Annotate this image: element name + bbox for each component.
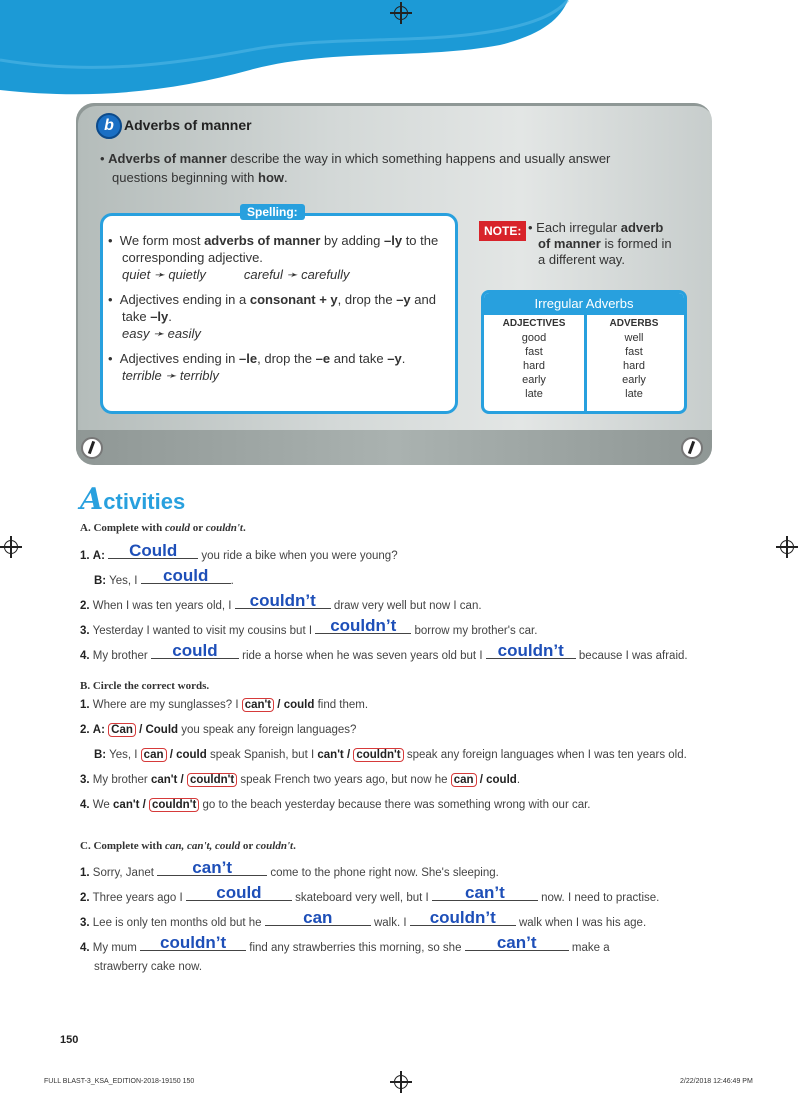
answer-blank[interactable]: couldn’t xyxy=(140,936,246,951)
intro-paragraph: • Adverbs of manner describe the way in which something happens and usually answer questions beginning with how. xyxy=(100,151,611,185)
note-text: • Each irregular adverb of manner is formed in a different way. xyxy=(528,220,672,267)
date-info: 2/22/2018 12:46:49 PM xyxy=(680,1078,753,1085)
c-q2: 2. Three years ago I could skateboard very well, but I can’t now. I need to practise. xyxy=(80,883,660,904)
adverbs-column: ADVERBS well fast hard early late xyxy=(609,318,659,400)
circled-word[interactable]: can xyxy=(451,773,477,787)
section-b-heading: B. Circle the correct words. xyxy=(80,680,210,692)
spelling-rule-2: • Adjectives ending in a consonant + y, drop the –y and take –ly. easy ➛ easily xyxy=(108,292,436,341)
irregular-adverbs-title: Irregular Adverbs xyxy=(484,293,684,315)
activities-title: Activities xyxy=(80,482,186,517)
a-q1b: B: Yes, I could . xyxy=(94,566,234,587)
section-title: Adverbs of manner xyxy=(124,117,252,133)
circled-word[interactable]: couldn't xyxy=(353,748,403,762)
answer-blank[interactable]: could xyxy=(141,569,231,584)
spelling-label: Spelling: xyxy=(240,204,305,220)
irregular-adverbs-table xyxy=(481,290,687,414)
circled-word[interactable]: can xyxy=(141,748,167,762)
pin-icon xyxy=(81,437,103,459)
c-q4: 4. My mum couldn’t find any strawberries this morning, so she can’t make a xyxy=(80,933,610,954)
section-c-heading: C. Complete with can, can't, could or couldn't. xyxy=(80,840,296,852)
a-q3: 3. Yesterday I wanted to visit my cousins but I couldn’t borrow my brother's car. xyxy=(80,616,538,637)
circled-word[interactable]: couldn't xyxy=(187,773,237,787)
b-q1: 1. Where are my sunglasses? I can't / could find them. xyxy=(80,699,369,711)
answer-blank[interactable]: can’t xyxy=(432,886,538,901)
answer-blank[interactable]: can’t xyxy=(465,936,569,951)
answer-blank[interactable]: can xyxy=(265,911,371,926)
c-q3: 3. Lee is only ten months old but he can walk. I couldn’t walk when I was his age. xyxy=(80,908,647,929)
a-q1: 1. A: Could you ride a bike when you were young? xyxy=(80,541,398,562)
b-q4: 4. We can't / couldn't go to the beach yesterday because there was something wrong with our car. xyxy=(80,799,591,811)
circled-word[interactable]: couldn't xyxy=(149,798,199,812)
section-a-heading: A. Complete with could or couldn't. xyxy=(80,522,246,534)
spelling-rule-3: • Adjectives ending in –le, drop the –e and take –y. terrible ➛ terribly xyxy=(108,351,406,383)
pin-icon xyxy=(681,437,703,459)
note-label: NOTE: xyxy=(479,221,526,241)
b-q2: 2. A: Can / Could you speak any foreign languages? xyxy=(80,724,357,736)
a-q2: 2. When I was ten years old, I couldn’t draw very well but now I can. xyxy=(80,591,482,612)
answer-blank[interactable]: couldn’t xyxy=(315,619,411,634)
answer-blank[interactable]: could xyxy=(186,886,292,901)
answer-blank[interactable]: couldn’t xyxy=(486,644,576,659)
circled-word[interactable]: can't xyxy=(242,698,274,712)
answer-blank[interactable]: couldn’t xyxy=(410,911,516,926)
section-badge: b xyxy=(96,113,122,139)
registration-mark-left xyxy=(4,540,18,554)
b-q3: 3. My brother can't / couldn't speak French two years ago, but now he can / could. xyxy=(80,774,521,786)
circled-word[interactable]: Can xyxy=(108,723,136,737)
registration-mark-bottom xyxy=(394,1075,408,1089)
c-q1: 1. Sorry, Janet can’t come to the phone right now. She's sleeping. xyxy=(80,858,499,879)
answer-blank[interactable]: Could xyxy=(108,544,198,559)
grammar-box-band xyxy=(76,430,712,465)
answer-blank[interactable]: could xyxy=(151,644,239,659)
b-q2b: B: Yes, I can / could speak Spanish, but I can't / couldn't speak any foreign languages when I was ten years old. xyxy=(94,749,687,761)
registration-mark-top xyxy=(394,6,408,20)
spelling-rule-1: • We form most adverbs of manner by adding –ly to the corresponding adjective. quiet ➛ quietly careful ➛ carefully xyxy=(108,233,439,282)
registration-mark-right xyxy=(780,540,794,554)
a-q4: 4. My brother could ride a horse when he was seven years old but I couldn’t because I was afraid. xyxy=(80,641,688,662)
answer-blank[interactable]: couldn’t xyxy=(235,594,331,609)
c-q4-line2: strawberry cake now. xyxy=(94,961,203,973)
page-number: 150 xyxy=(60,1034,79,1046)
file-info: FULL BLAST-3_KSA_EDITION-2018-19150 150 xyxy=(44,1078,195,1085)
adjectives-column: ADJECTIVES good fast hard early late xyxy=(502,318,566,400)
answer-blank[interactable]: can’t xyxy=(157,861,267,876)
